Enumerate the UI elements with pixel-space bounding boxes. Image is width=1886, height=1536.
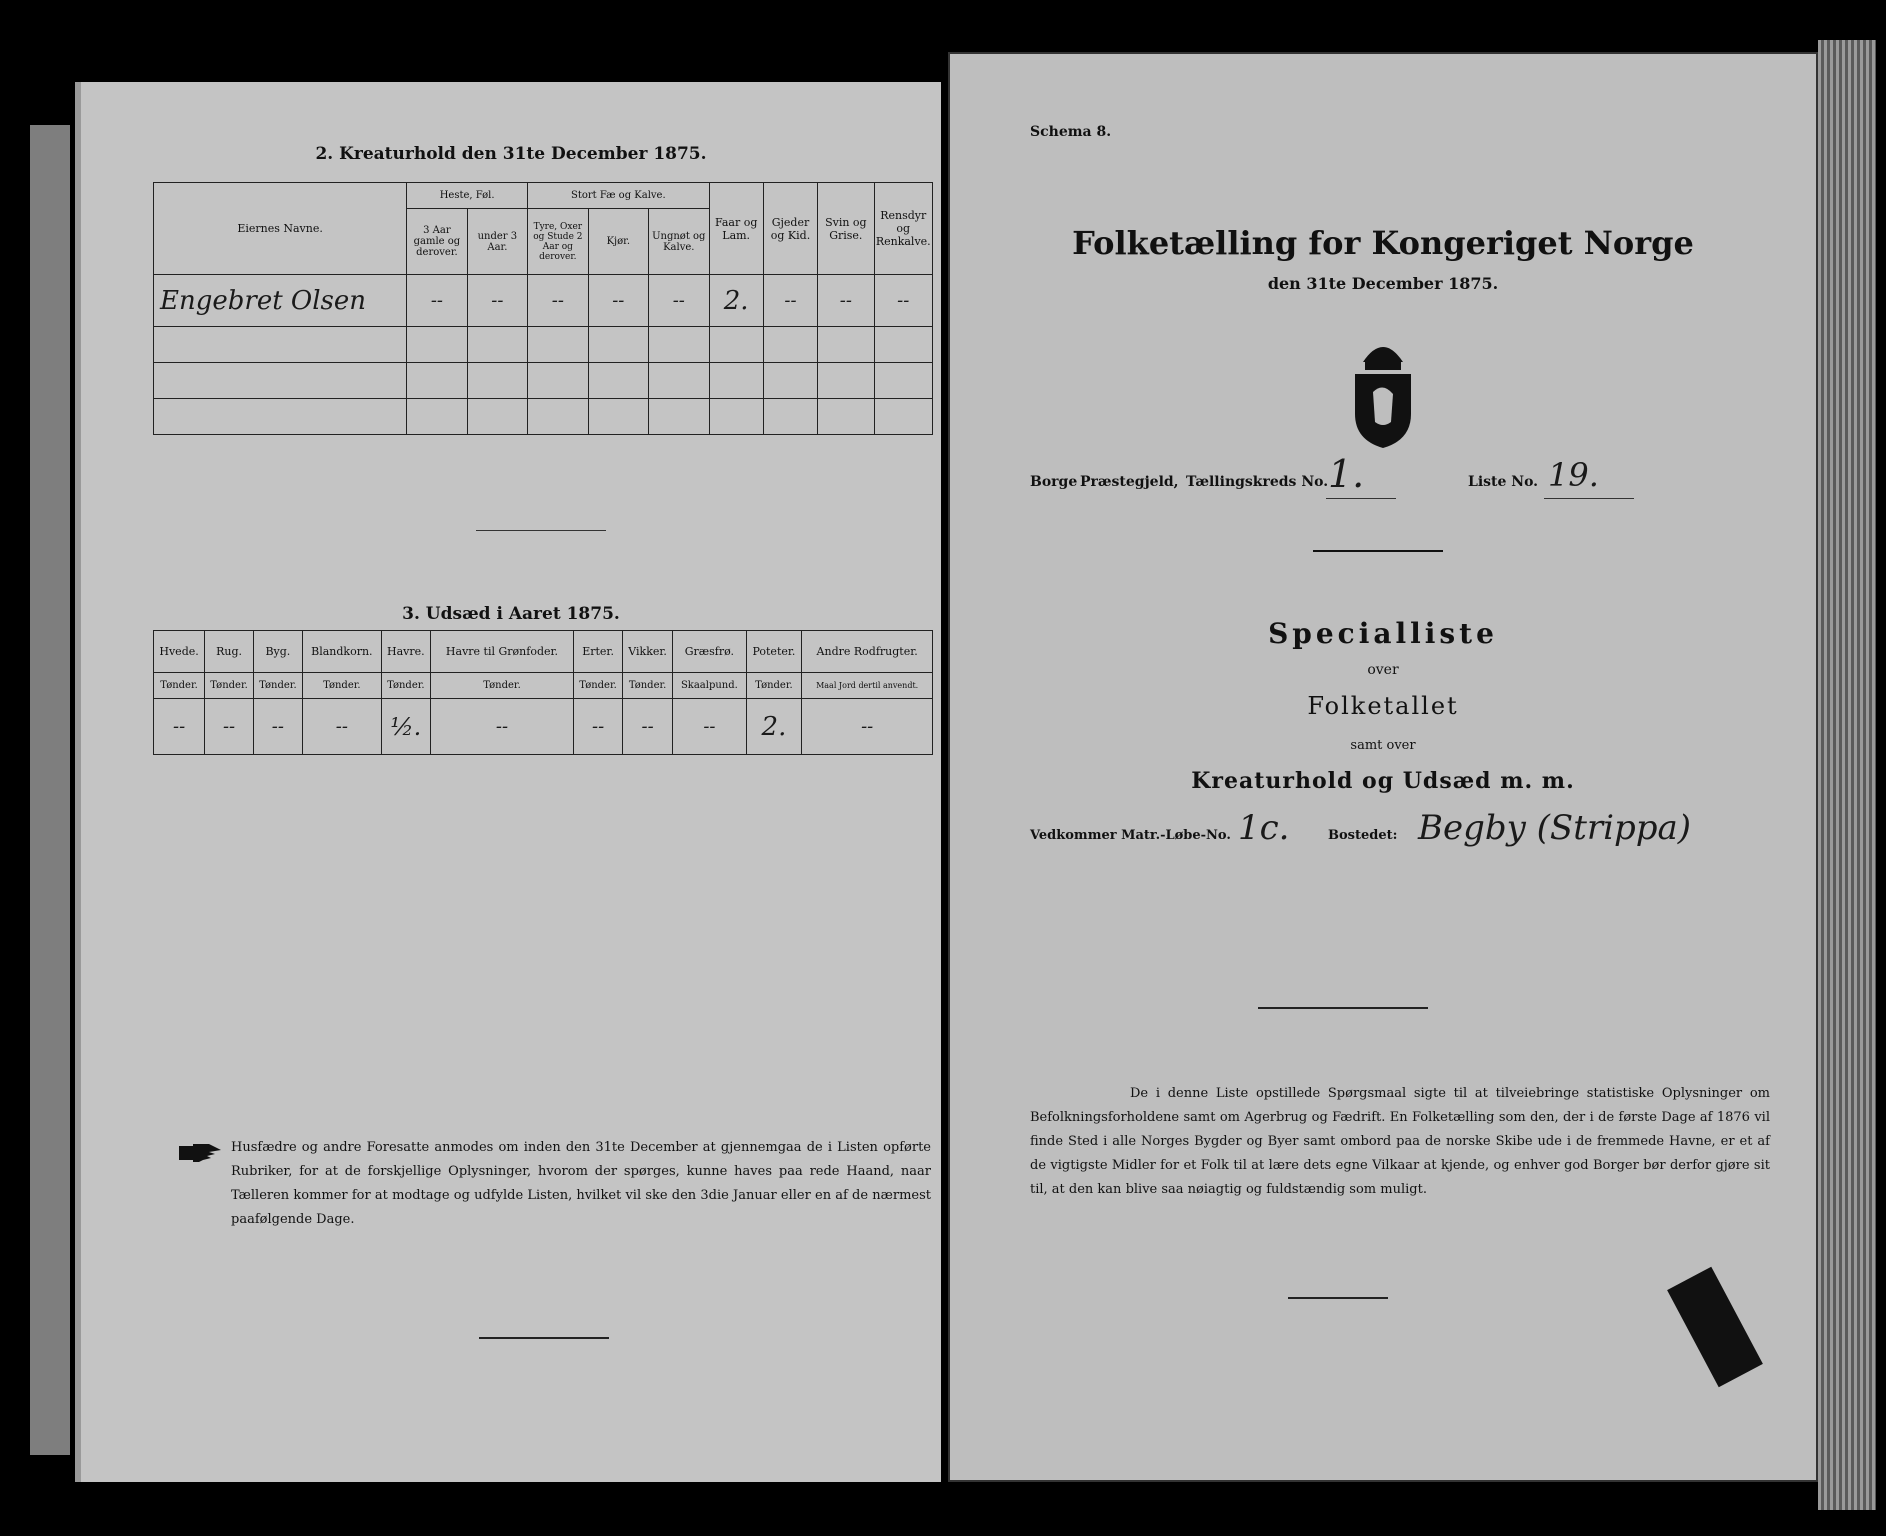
goats-header: Gjeder og Kid. xyxy=(763,183,817,275)
unit-label: Maal Jord dertil anvendt. xyxy=(802,673,933,699)
unit-label: Tønder. xyxy=(253,673,302,699)
value-cell: -- xyxy=(205,699,254,755)
bulls-header: Tyre, Oxer og Stude 2 Aar og derover. xyxy=(528,209,588,275)
col-header: Havre. xyxy=(381,631,430,673)
owner-name: Engebret Olsen xyxy=(154,275,407,327)
unit-label: Tønder. xyxy=(154,673,205,699)
divider xyxy=(1313,550,1443,552)
value-cell: -- xyxy=(588,275,648,327)
value-cell: -- xyxy=(154,699,205,755)
horses-under3-header: under 3 Aar. xyxy=(467,209,527,275)
unit-label: Tønder. xyxy=(574,673,623,699)
liste-label: Liste No. xyxy=(1468,474,1539,490)
prestegjeld-label: Præstegjeld, xyxy=(1080,474,1179,490)
pigs-header: Svin og Grise. xyxy=(818,183,874,275)
specialliste-heading: Specialliste xyxy=(1268,617,1498,650)
liste-number: 19. xyxy=(1548,456,1599,494)
right-page xyxy=(948,52,1818,1482)
unit-label: Skaalpund. xyxy=(673,673,746,699)
divider xyxy=(1258,1007,1428,1009)
samt-label: samt over xyxy=(1350,738,1416,753)
col-header: Vikker. xyxy=(622,631,672,673)
value-cell: -- xyxy=(528,275,588,327)
explanation-paragraph: De i denne Liste opstillede Spørgsmaal sigte til at tilveiebringe statistiske Oplysninger om Befolkningsforholdene samt om Agerbrug og Fædrift. En Folketælling som den, der i de første Dage af 1876 vil finde Sted i alle Norges Bygder og Byer samt ombord paa de norske Skibe ude i de fremmede Havne, er et af de vigtigste Midler for et Folk til at lære dets egne Vilkaar at kjende, og enhver god Borger bør derfor gjøre sit til, at den kan blive saa nøiagtig og fuldstændig som muligt. xyxy=(1030,1086,1770,1197)
page-border xyxy=(948,52,1818,1482)
unit-label: Tønder. xyxy=(430,673,573,699)
underline xyxy=(1326,498,1396,499)
pointing-hand-icon xyxy=(179,1142,223,1164)
horses-header: Heste, Føl. xyxy=(407,183,528,209)
value-cell: 2. xyxy=(709,275,763,327)
divider xyxy=(479,1337,609,1339)
sheep-header: Faar og Lam. xyxy=(709,183,763,275)
schema-label: Schema 8. xyxy=(1030,124,1112,140)
folketallet-heading: Folketallet xyxy=(1307,692,1459,720)
col-header: Poteter. xyxy=(746,631,802,673)
value-cell: ½. xyxy=(381,699,430,755)
binding-strip xyxy=(30,125,70,1455)
sowing-table xyxy=(153,630,933,755)
reindeer-header: Rensdyr og Renkalve. xyxy=(874,183,932,275)
section3-title: 3. Udsæd i Aaret 1875. xyxy=(402,604,620,624)
cows-header: Kjør. xyxy=(588,209,648,275)
left-page xyxy=(75,82,941,1482)
subtitle: den 31te December 1875. xyxy=(1267,274,1499,293)
value-cell: -- xyxy=(467,275,527,327)
calves-header: Ungnøt og Kalve. xyxy=(649,209,709,275)
notice-text: Husfædre og andre Foresatte anmodes om inden den 31te December at gjennemgaa de i Listen opførte Rubriker, for at de forskjellige Oplysninger, hvorom der spørges, kunne haves paa rede Haand, naar Tælleren kommer for at modtage og udfylde Listen, hvilket vil ske den 3die Januar eller en af de nærmest paafølgende Dage. xyxy=(231,1140,931,1227)
krets-label: Tællingskreds No. xyxy=(1186,474,1329,490)
value-cell: -- xyxy=(574,699,623,755)
col-header: Byg. xyxy=(253,631,302,673)
value-cell: -- xyxy=(253,699,302,755)
value-cell: -- xyxy=(302,699,381,755)
unit-label: Tønder. xyxy=(746,673,802,699)
value-cell: -- xyxy=(430,699,573,755)
col-header: Erter. xyxy=(574,631,623,673)
col-header: Andre Rodfrugter. xyxy=(802,631,933,673)
horses-3yr-header: 3 Aar gamle og derover. xyxy=(407,209,467,275)
col-header: Hvede. xyxy=(154,631,205,673)
divider xyxy=(1288,1297,1388,1299)
divider xyxy=(476,530,606,531)
value-cell: -- xyxy=(802,699,933,755)
krets-number: 1. xyxy=(1328,452,1365,496)
unit-label: Tønder. xyxy=(622,673,672,699)
livestock-table xyxy=(153,182,933,435)
main-title: Folketælling for Kongeriget Norge xyxy=(1072,224,1694,262)
value-cell: -- xyxy=(763,275,817,327)
value-cell: -- xyxy=(673,699,746,755)
col-header: Havre til Grønfoder. xyxy=(430,631,573,673)
col-header: Græsfrø. xyxy=(673,631,746,673)
value-cell: -- xyxy=(622,699,672,755)
unit-label: Tønder. xyxy=(205,673,254,699)
bosted-label: Bostedet: xyxy=(1328,828,1398,843)
matr-number: 1c. xyxy=(1238,808,1290,848)
value-cell: -- xyxy=(407,275,467,327)
value-cell: -- xyxy=(818,275,874,327)
value-cell: -- xyxy=(649,275,709,327)
unit-label: Tønder. xyxy=(381,673,430,699)
value-cell: -- xyxy=(874,275,932,327)
kreatur-heading: Kreaturhold og Udsæd m. m. xyxy=(1191,768,1575,794)
owner-name-header: Eiernes Navne. xyxy=(154,183,407,275)
unit-label: Tønder. xyxy=(302,673,381,699)
coat-of-arms-icon xyxy=(1343,332,1423,452)
underline xyxy=(1544,498,1634,499)
page-stack-edge xyxy=(1818,40,1876,1510)
cattle-header: Stort Fæ og Kalve. xyxy=(528,183,709,209)
value-cell: 2. xyxy=(746,699,802,755)
over-label: over xyxy=(1367,662,1399,678)
col-header: Blandkorn. xyxy=(302,631,381,673)
prestegjeld-name: Borge xyxy=(1030,474,1078,490)
section2-title: 2. Kreaturhold den 31te December 1875. xyxy=(315,144,707,164)
matr-label: Vedkommer Matr.-Løbe-No. xyxy=(1030,828,1231,843)
col-header: Rug. xyxy=(205,631,254,673)
bosted-value: Begby (Strippa) xyxy=(1418,808,1692,848)
